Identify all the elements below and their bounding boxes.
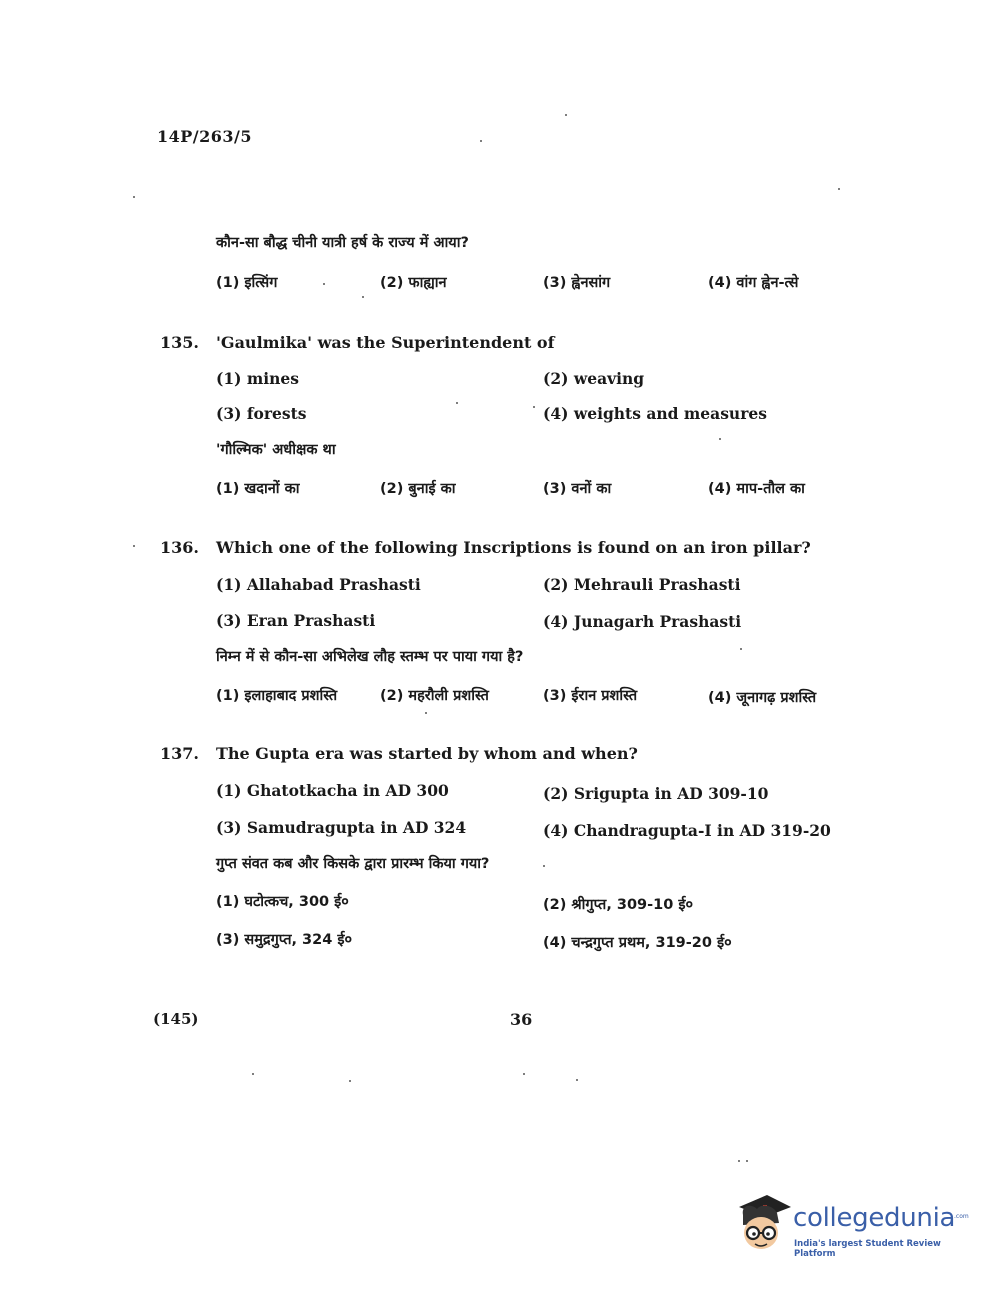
scan-speck bbox=[133, 196, 135, 198]
option-text: वनों का bbox=[571, 481, 612, 497]
q137-option-2 bbox=[543, 784, 768, 803]
option-number: (4) bbox=[708, 275, 732, 291]
q135-hindi-question: 'गौल्मिक' अधीक्षक था bbox=[216, 442, 336, 458]
q137-number: 137. bbox=[160, 744, 199, 763]
option-text: श्रीगुप्त, 309-10 ई० bbox=[571, 897, 694, 913]
option-text: Allahabad Prashasti bbox=[246, 575, 421, 594]
option-text: वांग ह्वेन-त्से bbox=[736, 275, 799, 291]
option-text: Ghatotkacha in AD 300 bbox=[246, 781, 449, 800]
q134-hindi-option-1 bbox=[216, 272, 277, 292]
option-number: (1) bbox=[216, 275, 240, 291]
option-number: (1) bbox=[216, 894, 240, 910]
scan-speck bbox=[133, 545, 135, 547]
option-text: इलाहाबाद प्रशस्ति bbox=[244, 688, 338, 704]
option-number: (4) bbox=[543, 404, 569, 423]
option-text: माप-तौल का bbox=[736, 481, 805, 497]
scan-speck bbox=[740, 648, 742, 650]
q136-option-4 bbox=[543, 612, 741, 631]
option-text: weaving bbox=[573, 369, 645, 388]
option-text: जूनागढ़ प्रशस्ति bbox=[736, 690, 817, 706]
q137-option-1 bbox=[216, 781, 449, 800]
q135-number: 135. bbox=[160, 333, 199, 352]
q136-number: 136. bbox=[160, 538, 199, 557]
scan-speck bbox=[523, 1073, 525, 1075]
page-number: 36 bbox=[510, 1010, 533, 1029]
paper-code: 14P/263/5 bbox=[157, 127, 253, 146]
q137-hindi-question: गुप्त संवत कब और किसके द्वारा प्रारम्भ किया गया? bbox=[216, 856, 490, 872]
option-number: (2) bbox=[543, 369, 569, 388]
scan-speck bbox=[323, 283, 325, 285]
q137-question: The Gupta era was started by whom and when? bbox=[216, 744, 638, 763]
scan-speck bbox=[838, 188, 840, 190]
option-text: चन्द्रगुप्त प्रथम, 319-20 ई० bbox=[571, 935, 732, 951]
q135-question: 'Gaulmika' was the Superintendent of bbox=[216, 333, 555, 352]
option-number: (3) bbox=[543, 275, 567, 291]
option-number: (3) bbox=[543, 481, 567, 497]
q136-hindi-option-3 bbox=[543, 685, 637, 705]
option-text: weights and measures bbox=[573, 404, 767, 423]
option-text: ह्वेनसांग bbox=[571, 275, 611, 291]
brand-name: collegedunia bbox=[793, 1203, 956, 1233]
option-text: फाह्यान bbox=[408, 275, 447, 291]
option-number: (1) bbox=[216, 781, 242, 800]
collegedunia-logo bbox=[733, 1193, 969, 1261]
q135-hindi-option-4 bbox=[708, 478, 805, 498]
option-text: forests bbox=[246, 404, 307, 423]
option-number: (3) bbox=[216, 818, 242, 837]
scan-speck bbox=[425, 712, 427, 714]
option-number: (3) bbox=[216, 404, 242, 423]
option-number: (1) bbox=[216, 575, 242, 594]
option-text: इत्सिंग bbox=[244, 275, 278, 291]
q137-hindi-option-2 bbox=[543, 894, 693, 914]
q135-option-4 bbox=[543, 404, 767, 423]
q135-hindi-option-2 bbox=[380, 478, 456, 498]
q135-hindi-option-3 bbox=[543, 478, 611, 498]
scan-speck bbox=[349, 1080, 351, 1082]
option-number: (3) bbox=[216, 932, 240, 948]
footer-code: (145) bbox=[153, 1010, 199, 1028]
q136-hindi-option-1 bbox=[216, 685, 337, 705]
option-number: (2) bbox=[543, 897, 567, 913]
option-text: mines bbox=[246, 369, 300, 388]
q136-option-3 bbox=[216, 611, 375, 630]
brand-suffix: .com bbox=[954, 1213, 969, 1220]
q134-hindi-option-4 bbox=[708, 272, 798, 292]
q134-hindi-option-3 bbox=[543, 272, 610, 292]
option-text: महरौली प्रशस्ति bbox=[408, 688, 489, 704]
option-number: (2) bbox=[543, 784, 569, 803]
q137-option-3 bbox=[216, 818, 466, 837]
option-number: (1) bbox=[216, 688, 240, 704]
scan-speck bbox=[565, 114, 567, 116]
q136-hindi-option-2 bbox=[380, 685, 489, 705]
q135-option-3 bbox=[216, 404, 307, 423]
option-number: (4) bbox=[543, 612, 569, 631]
q135-hindi-option-1 bbox=[216, 478, 299, 498]
q136-option-2 bbox=[543, 575, 740, 594]
q136-question: Which one of the following Inscriptions is found on an iron pillar? bbox=[216, 538, 811, 557]
scan-speck bbox=[252, 1073, 254, 1075]
option-text: Srigupta in AD 309-10 bbox=[573, 784, 769, 803]
option-number: (2) bbox=[543, 575, 569, 594]
option-number: (3) bbox=[216, 611, 242, 630]
scan-speck bbox=[719, 438, 721, 440]
option-number: (1) bbox=[216, 481, 240, 497]
q134-hindi-question: कौन-सा बौद्ध चीनी यात्री हर्ष के राज्य में आया? bbox=[216, 235, 469, 251]
option-text: ईरान प्रशस्ति bbox=[571, 688, 638, 704]
scan-speck bbox=[456, 402, 458, 404]
option-number: (4) bbox=[543, 935, 567, 951]
scan-speck bbox=[362, 296, 364, 298]
option-number: (2) bbox=[380, 481, 404, 497]
q137-hindi-option-1 bbox=[216, 891, 349, 911]
option-number: (2) bbox=[380, 688, 404, 704]
option-text: घटोत्कच, 300 ई० bbox=[244, 894, 349, 910]
option-text: Junagarh Prashasti bbox=[573, 612, 742, 631]
scan-speck bbox=[480, 140, 482, 142]
scan-speck bbox=[738, 1160, 740, 1162]
q136-option-1 bbox=[216, 575, 421, 594]
option-text: समुद्रगुप्त, 324 ई० bbox=[244, 932, 353, 948]
option-text: खदानों का bbox=[244, 481, 300, 497]
scan-speck bbox=[746, 1160, 748, 1162]
q136-hindi-option-4 bbox=[708, 687, 816, 707]
option-text: Mehrauli Prashasti bbox=[573, 575, 741, 594]
q137-option-4 bbox=[543, 821, 831, 840]
q134-hindi-option-2 bbox=[380, 272, 447, 292]
option-number: (1) bbox=[216, 369, 242, 388]
option-text: Chandragupta-I in AD 319-20 bbox=[573, 821, 831, 840]
q136-hindi-question: निम्न में से कौन-सा अभिलेख लौह स्तम्भ पर पाया गया है? bbox=[216, 649, 524, 665]
q135-option-2 bbox=[543, 369, 644, 388]
option-number: (4) bbox=[708, 481, 732, 497]
q135-option-1 bbox=[216, 369, 299, 388]
option-number: (2) bbox=[380, 275, 404, 291]
scan-speck bbox=[543, 865, 545, 867]
option-number: (4) bbox=[708, 690, 732, 706]
option-number: (4) bbox=[543, 821, 569, 840]
option-number: (3) bbox=[543, 688, 567, 704]
brand-tagline: India's largest Student Review Platform bbox=[794, 1239, 941, 1259]
option-text: Samudragupta in AD 324 bbox=[246, 818, 467, 837]
option-text: बुनाई का bbox=[408, 481, 456, 497]
q137-hindi-option-4 bbox=[543, 932, 732, 952]
scan-speck bbox=[533, 406, 535, 408]
option-text: Eran Prashasti bbox=[246, 611, 376, 630]
q137-hindi-option-3 bbox=[216, 929, 352, 949]
student-mascot-icon bbox=[733, 1193, 793, 1257]
scan-speck bbox=[576, 1079, 578, 1081]
